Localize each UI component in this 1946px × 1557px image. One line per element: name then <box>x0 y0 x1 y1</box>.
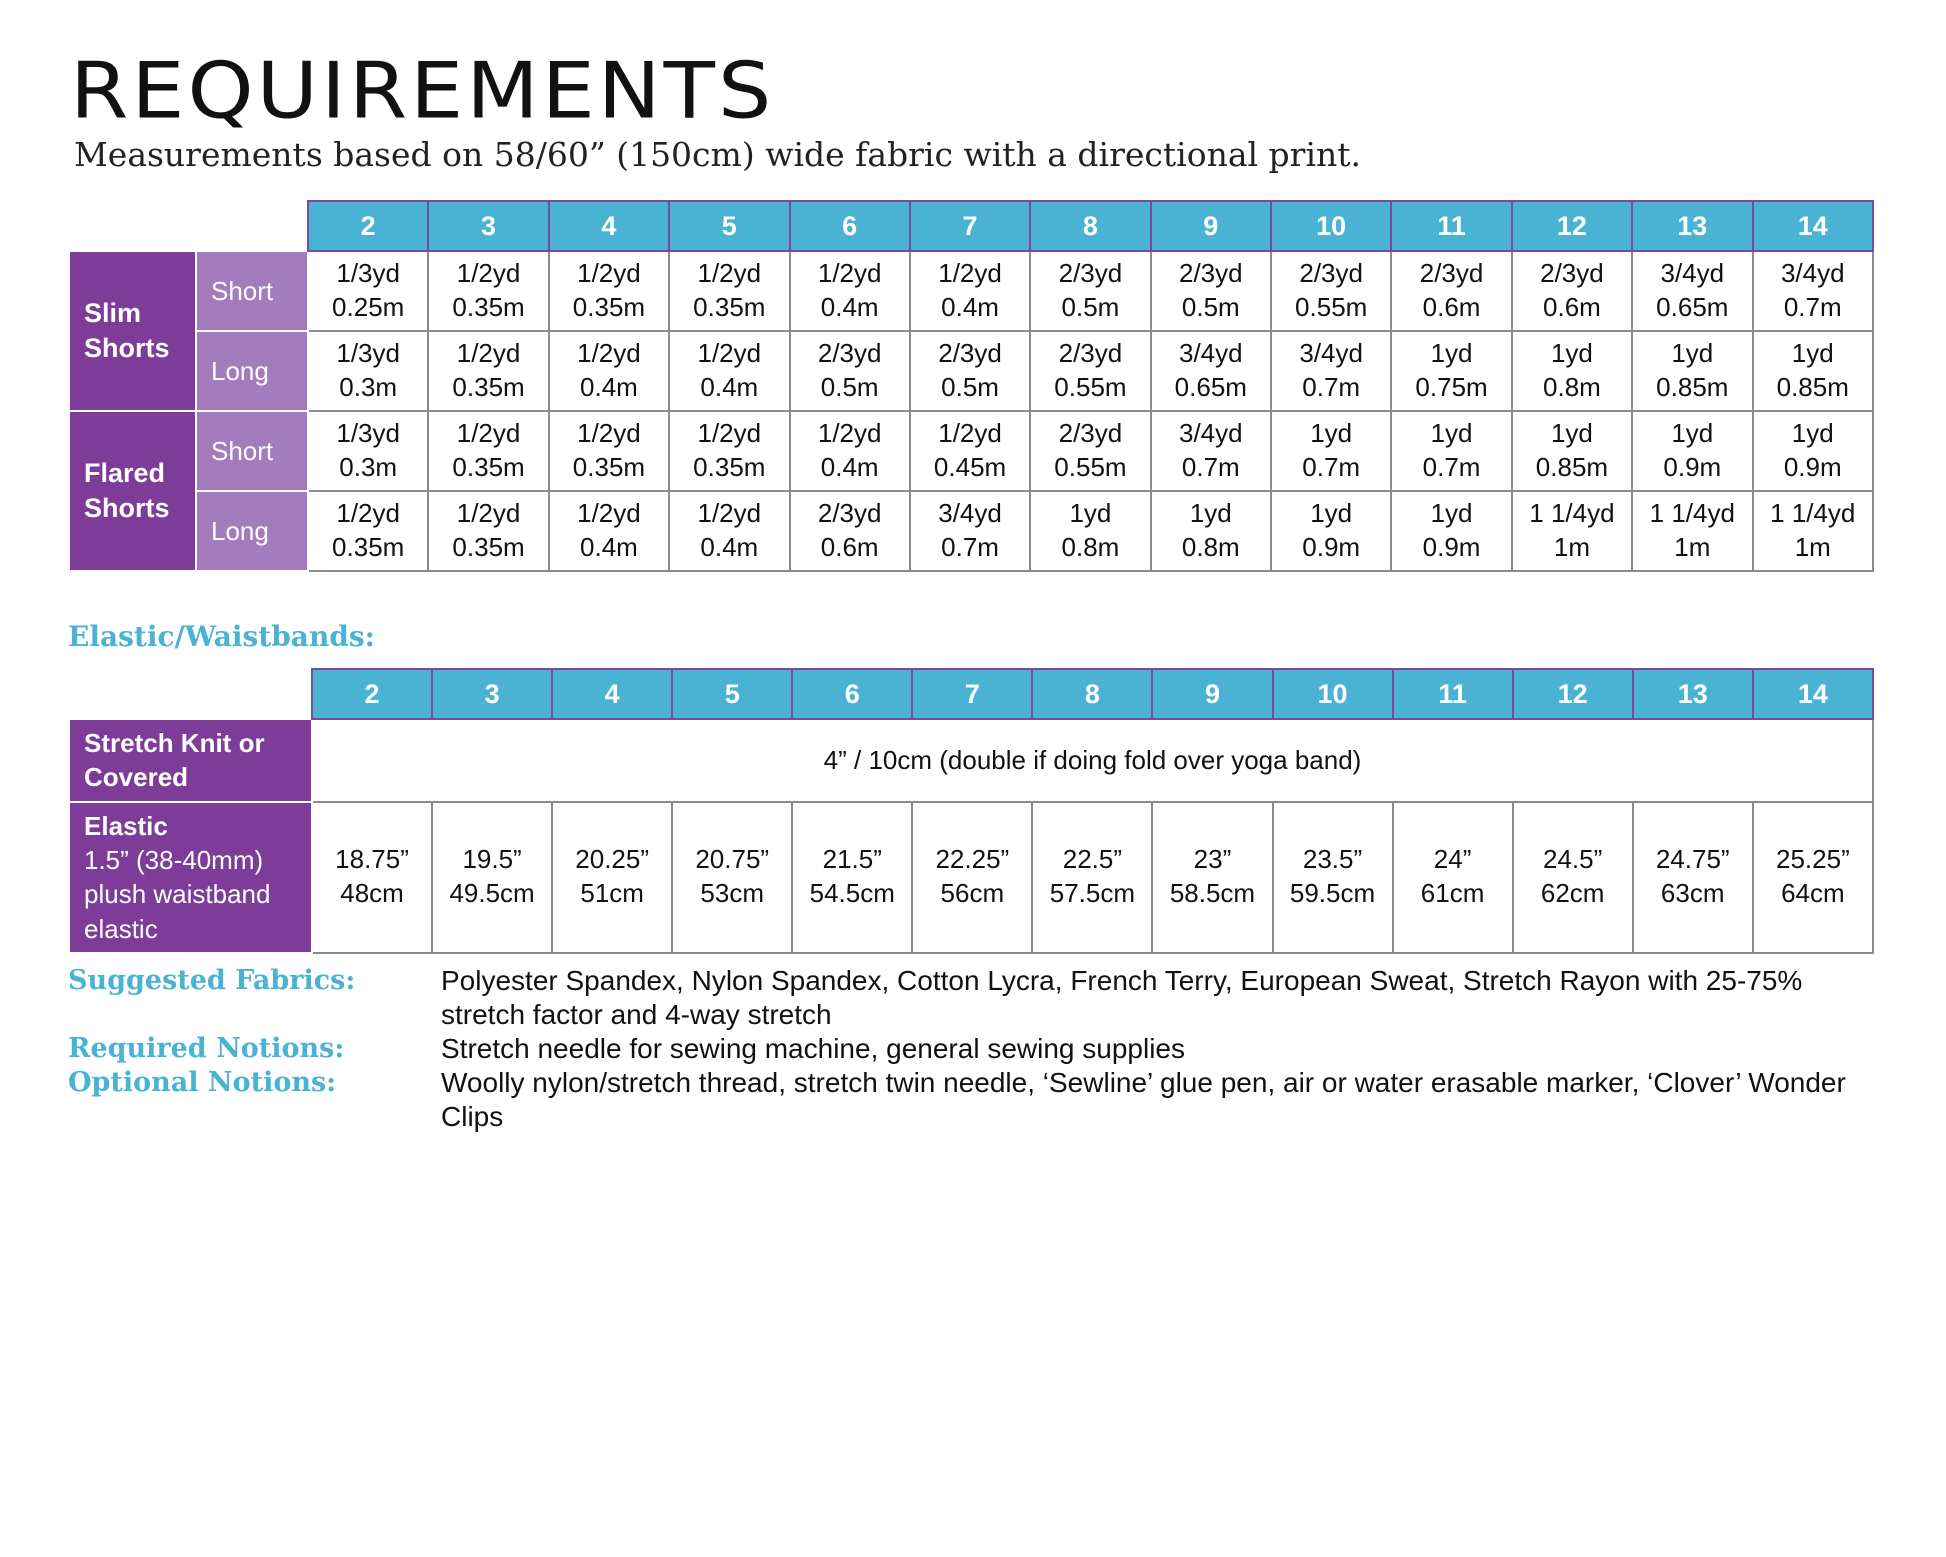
size-header: 13 <box>1633 669 1753 719</box>
size-header: 9 <box>1152 669 1272 719</box>
table-row <box>69 251 1873 331</box>
size-header: 4 <box>552 669 672 719</box>
cm-value: 53cm <box>700 878 764 909</box>
meter-value: 0.55m <box>1054 372 1127 402</box>
size-header: 12 <box>1512 201 1632 251</box>
inch-value: 24” <box>1433 844 1472 875</box>
fabric-amount-cell <box>910 251 1030 331</box>
elastic-length-cell <box>1273 802 1393 953</box>
fabric-amount-cell <box>1151 491 1271 571</box>
inch-value: 24.75” <box>1655 844 1730 875</box>
yardage-value: 1yd <box>1189 498 1232 529</box>
table-row <box>69 491 1873 571</box>
size-header: 11 <box>1393 669 1513 719</box>
fabric-amount-cell <box>1632 411 1752 491</box>
meter-value: 1m <box>1794 532 1831 562</box>
meter-value: 0.4m <box>700 532 759 562</box>
note-row <box>68 1066 1888 1134</box>
elastic-length-cell <box>1513 802 1633 953</box>
yardage-value: 1/2yd <box>817 258 882 289</box>
inch-value: 25.25” <box>1776 844 1850 875</box>
cm-value: 56cm <box>940 878 1005 909</box>
elastic-row <box>69 802 1873 953</box>
cm-value: 61cm <box>1420 878 1485 909</box>
yardage-value: 1yd <box>1791 418 1834 449</box>
length-label: Short <box>196 251 308 331</box>
length-label: Short <box>196 411 308 491</box>
fabric-amount-cell <box>1391 251 1511 331</box>
fabric-amount-cell <box>1271 331 1391 411</box>
yardage-value: 3/4yd <box>1179 418 1243 449</box>
meter-value: 0.85m <box>1656 372 1729 402</box>
size-header: 5 <box>672 669 792 719</box>
meter-value: 0.6m <box>1422 292 1481 322</box>
yardage-value: 1/2yd <box>577 338 641 369</box>
yardage-value: 1yd <box>1671 338 1714 369</box>
meter-value: 0.4m <box>820 452 879 482</box>
note-text: Polyester Spandex, Nylon Spandex, Cotton Lycra, French Terry, European Sweat, Stretch Rayon with 25-75% stretch factor and 4-way stretch <box>441 965 1803 1030</box>
note-text: Woolly nylon/stretch thread, stretch twin needle, ‘Sewline’ glue pen, air or water erasable marker, ‘Clover’ Wonder Clips <box>441 1067 1846 1132</box>
note-row <box>68 964 1888 1032</box>
meter-value: 0.35m <box>452 372 525 402</box>
fabric-amount-cell <box>1271 251 1391 331</box>
fabric-amount-cell <box>1030 331 1150 411</box>
fabric-amount-cell <box>1512 411 1632 491</box>
meter-value: 0.7m <box>1783 292 1842 322</box>
yardage-value: 1/2yd <box>456 498 521 529</box>
fabric-amount-cell <box>669 411 789 491</box>
length-label: Long <box>196 331 308 411</box>
meter-value: 0.5m <box>820 372 879 402</box>
meter-value: 0.9m <box>1783 452 1842 482</box>
fabric-amount-cell <box>428 251 548 331</box>
size-header: 9 <box>1151 201 1271 251</box>
fabric-amount-cell <box>549 491 669 571</box>
cm-value: 63cm <box>1660 878 1725 909</box>
fabric-amount-cell <box>428 411 548 491</box>
yardage-value: 2/3yd <box>1299 258 1363 289</box>
cm-value: 62cm <box>1540 878 1605 909</box>
elastic-length-cell <box>792 802 912 953</box>
meter-value: 0.7m <box>1302 372 1361 402</box>
yardage-value: 1yd <box>1430 498 1473 529</box>
table-header-row <box>69 201 1873 251</box>
inch-value: 18.75” <box>335 844 409 875</box>
size-header: 14 <box>1753 201 1874 251</box>
fabric-amount-cell <box>308 411 428 491</box>
table-corner <box>69 201 308 251</box>
fabric-amount-cell <box>1632 331 1752 411</box>
yardage-value: 1 1/4yd <box>1770 498 1856 529</box>
size-header: 6 <box>792 669 912 719</box>
fabric-amount-cell <box>1632 491 1752 571</box>
size-header: 8 <box>1030 201 1150 251</box>
meter-value: 1m <box>1674 532 1711 562</box>
meter-value: 0.5m <box>1181 292 1240 322</box>
meter-value: 0.35m <box>452 532 525 562</box>
elastic-section-heading: Elastic/Waistbands: <box>68 620 375 653</box>
meter-value: 0.35m <box>452 292 525 322</box>
yardage-value: 1yd <box>1550 338 1593 369</box>
elastic-length-cell <box>312 802 432 953</box>
meter-value: 0.55m <box>1295 292 1368 322</box>
yardage-value: 1yd <box>1671 418 1714 449</box>
table-row <box>69 411 1873 491</box>
elastic-length-cell <box>1633 802 1753 953</box>
meter-value: 0.4m <box>820 292 879 322</box>
meter-value: 0.5m <box>941 372 999 402</box>
meter-value: 0.7m <box>1302 452 1361 482</box>
fabric-amount-cell <box>1512 331 1632 411</box>
size-header: 11 <box>1391 201 1511 251</box>
yardage-value: 1yd <box>1430 338 1473 369</box>
size-header: 13 <box>1632 201 1752 251</box>
cm-value: 54.5cm <box>809 878 895 909</box>
fabric-amount-cell <box>1512 251 1632 331</box>
yardage-value: 1/2yd <box>336 498 400 529</box>
elastic-length-cell <box>1032 802 1152 953</box>
size-header: 6 <box>790 201 910 251</box>
fabric-amount-cell <box>910 491 1030 571</box>
fabric-amount-cell <box>790 331 910 411</box>
page-title: REQUIREMENTS <box>70 45 775 136</box>
elastic-table <box>68 668 1874 954</box>
size-header: 4 <box>549 201 669 251</box>
yardage-value: 1/2yd <box>456 258 521 289</box>
meter-value: 0.35m <box>572 452 646 482</box>
meter-value: 0.4m <box>941 292 999 322</box>
yardage-value: 1/2yd <box>697 258 762 289</box>
note-label: Suggested Fabrics: <box>68 965 356 996</box>
fabric-amount-cell <box>1753 251 1874 331</box>
fabric-amount-cell <box>790 411 910 491</box>
meter-value: 0.8m <box>1061 532 1120 562</box>
note-label: Optional Notions: <box>68 1067 337 1098</box>
yardage-value: 2/3yd <box>1058 338 1123 369</box>
fabric-amount-cell <box>790 491 910 571</box>
meter-value: 0.85m <box>1535 452 1609 482</box>
fabric-amount-cell <box>910 331 1030 411</box>
yardage-value: 2/3yd <box>817 498 882 529</box>
inch-value: 22.5” <box>1062 844 1123 875</box>
yardage-value: 1/2yd <box>577 498 641 529</box>
fabric-amount-cell <box>669 331 789 411</box>
meter-value: 0.6m <box>820 532 879 562</box>
garment-group-label: Flared Shorts <box>69 411 196 571</box>
fabric-amount-cell <box>790 251 910 331</box>
cm-value: 49.5cm <box>449 878 535 909</box>
fabric-amount-cell <box>1030 251 1150 331</box>
stretch-knit-value: 4” / 10cm (double if doing fold over yoga band) <box>312 719 1873 802</box>
elastic-length-cell <box>1753 802 1873 953</box>
elastic-length-cell <box>1393 802 1513 953</box>
size-header: 2 <box>312 669 432 719</box>
size-header: 10 <box>1273 669 1393 719</box>
cm-value: 51cm <box>580 878 644 909</box>
elastic-label-detail: 1.5” (38-40mm) plush waistband elastic <box>84 844 271 944</box>
meter-value: 0.65m <box>1656 292 1729 322</box>
yardage-value: 2/3yd <box>1419 258 1484 289</box>
inch-value: 20.25” <box>575 844 650 875</box>
yardage-value: 1/2yd <box>697 418 762 449</box>
yardage-value: 1/2yd <box>817 418 882 449</box>
fabric-amount-cell <box>1512 491 1632 571</box>
size-header: 5 <box>669 201 789 251</box>
fabric-amount-cell <box>549 251 669 331</box>
size-header: 14 <box>1753 669 1873 719</box>
length-label: Long <box>196 491 308 571</box>
table-corner <box>69 669 312 719</box>
fabric-amount-cell <box>1753 331 1874 411</box>
yardage-value: 1yd <box>1310 498 1353 529</box>
size-header: 3 <box>428 201 548 251</box>
meter-value: 0.9m <box>1663 452 1722 482</box>
yardage-value: 3/4yd <box>1179 338 1243 369</box>
meter-value: 0.5m <box>1061 292 1120 322</box>
meter-value: 0.4m <box>580 532 638 562</box>
yardage-value: 1/3yd <box>336 418 400 449</box>
elastic-length-cell <box>672 802 792 953</box>
meter-value: 0.9m <box>1422 532 1481 562</box>
meter-value: 0.45m <box>933 452 1007 482</box>
meter-value: 0.25m <box>332 292 405 322</box>
elastic-length-cell <box>552 802 672 953</box>
elastic-label-title: Elastic <box>84 810 168 841</box>
cm-value: 64cm <box>1781 878 1845 909</box>
fabric-amount-cell <box>1271 491 1391 571</box>
table-header-row <box>69 669 1873 719</box>
meter-value: 0.35m <box>572 292 646 322</box>
yardage-value: 2/3yd <box>1058 418 1123 449</box>
note-text: Stretch needle for sewing machine, general sewing supplies <box>441 1033 1185 1064</box>
meter-value: 0.65m <box>1174 372 1247 402</box>
fabric-amount-cell <box>428 491 548 571</box>
meter-value: 1m <box>1553 532 1590 562</box>
yardage-value: 3/4yd <box>1660 258 1725 289</box>
meter-value: 0.7m <box>941 532 999 562</box>
meter-value: 0.6m <box>1543 292 1601 322</box>
fabric-amount-cell <box>669 251 789 331</box>
inch-value: 19.5” <box>462 844 522 875</box>
size-header: 7 <box>912 669 1032 719</box>
elastic-length-cell <box>1152 802 1272 953</box>
fabric-amount-cell <box>1151 411 1271 491</box>
fabric-amount-cell <box>308 491 428 571</box>
notes-section <box>68 964 1888 1134</box>
fabric-amount-cell <box>1151 251 1271 331</box>
yardage-value: 1yd <box>1550 418 1593 449</box>
stretch-knit-row <box>69 719 1873 802</box>
meter-value: 0.9m <box>1302 532 1361 562</box>
inch-value: 22.25” <box>935 844 1010 875</box>
yardage-value: 2/3yd <box>1179 258 1243 289</box>
yardage-value: 1/2yd <box>938 418 1002 449</box>
inch-value: 23.5” <box>1302 844 1363 875</box>
yardage-value: 1/2yd <box>577 258 641 289</box>
garment-group-label: Slim Shorts <box>69 251 196 411</box>
yardage-value: 1/2yd <box>577 418 641 449</box>
meter-value: 0.4m <box>580 372 638 402</box>
yardage-value: 1yd <box>1069 498 1112 529</box>
fabric-amount-cell <box>1753 411 1874 491</box>
inch-value: 24.5” <box>1543 844 1603 875</box>
meter-value: 0.35m <box>693 452 766 482</box>
meter-value: 0.7m <box>1422 452 1481 482</box>
size-header: 12 <box>1513 669 1633 719</box>
note-row <box>68 1032 1888 1066</box>
note-label: Required Notions: <box>68 1033 345 1064</box>
meter-value: 0.85m <box>1776 372 1849 402</box>
size-header: 7 <box>910 201 1030 251</box>
inch-value: 21.5” <box>822 844 882 875</box>
fabric-amount-cell <box>428 331 548 411</box>
table-row <box>69 331 1873 411</box>
elastic-length-cell <box>912 802 1032 953</box>
fabric-amount-cell <box>549 331 669 411</box>
yardage-value: 1/2yd <box>938 258 1002 289</box>
fabric-amount-cell <box>308 331 428 411</box>
yardage-value: 1/2yd <box>697 338 762 369</box>
fabric-amount-cell <box>1151 331 1271 411</box>
cm-value: 48cm <box>340 878 404 909</box>
yardage-value: 1/2yd <box>456 418 521 449</box>
yardage-value: 1 1/4yd <box>1649 498 1735 529</box>
fabric-amount-cell <box>308 251 428 331</box>
fabric-amount-cell <box>1030 411 1150 491</box>
fabric-amount-cell <box>1271 411 1391 491</box>
fabric-requirements-table <box>68 200 1874 572</box>
cm-value: 57.5cm <box>1049 878 1136 909</box>
cm-value: 58.5cm <box>1169 878 1256 909</box>
meter-value: 0.35m <box>693 292 766 322</box>
fabric-amount-cell <box>549 411 669 491</box>
meter-value: 0.7m <box>1181 452 1240 482</box>
fabric-amount-cell <box>1391 411 1511 491</box>
meter-value: 0.4m <box>700 372 759 402</box>
size-header: 8 <box>1032 669 1152 719</box>
fabric-amount-cell <box>1030 491 1150 571</box>
inch-value: 23” <box>1193 844 1232 875</box>
yardage-value: 3/4yd <box>1780 258 1845 289</box>
yardage-value: 1/2yd <box>456 338 521 369</box>
fabric-amount-cell <box>1391 331 1511 411</box>
yardage-value: 1/3yd <box>336 338 400 369</box>
yardage-value: 3/4yd <box>1299 338 1363 369</box>
yardage-value: 2/3yd <box>938 338 1002 369</box>
fabric-amount-cell <box>1753 491 1874 571</box>
yardage-value: 1yd <box>1430 418 1473 449</box>
meter-value: 0.35m <box>332 532 405 562</box>
inch-value: 20.75” <box>695 844 770 875</box>
yardage-value: 2/3yd <box>1540 258 1604 289</box>
yardage-value: 1/3yd <box>336 258 400 289</box>
yardage-value: 2/3yd <box>1058 258 1123 289</box>
yardage-value: 3/4yd <box>938 498 1002 529</box>
meter-value: 0.8m <box>1181 532 1240 562</box>
size-header: 3 <box>432 669 552 719</box>
fabric-amount-cell <box>910 411 1030 491</box>
meter-value: 0.35m <box>452 452 525 482</box>
yardage-value: 1yd <box>1791 338 1834 369</box>
size-header: 10 <box>1271 201 1391 251</box>
fabric-amount-cell <box>1391 491 1511 571</box>
meter-value: 0.3m <box>339 372 398 402</box>
elastic-length-cell <box>432 802 552 953</box>
fabric-amount-cell <box>1632 251 1752 331</box>
yardage-value: 1yd <box>1310 418 1353 449</box>
yardage-value: 1 1/4yd <box>1529 498 1615 529</box>
yardage-value: 2/3yd <box>817 338 882 369</box>
stretch-knit-label: Stretch Knit or Covered <box>69 719 312 802</box>
meter-value: 0.3m <box>339 452 398 482</box>
page-subtitle: Measurements based on 58/60” (150cm) wide fabric with a directional print. <box>74 135 1361 174</box>
yardage-value: 1/2yd <box>697 498 762 529</box>
cm-value: 59.5cm <box>1289 878 1376 909</box>
size-header: 2 <box>308 201 428 251</box>
elastic-label <box>69 802 312 953</box>
fabric-amount-cell <box>669 491 789 571</box>
meter-value: 0.8m <box>1543 372 1601 402</box>
meter-value: 0.55m <box>1054 452 1127 482</box>
meter-value: 0.75m <box>1415 372 1488 402</box>
